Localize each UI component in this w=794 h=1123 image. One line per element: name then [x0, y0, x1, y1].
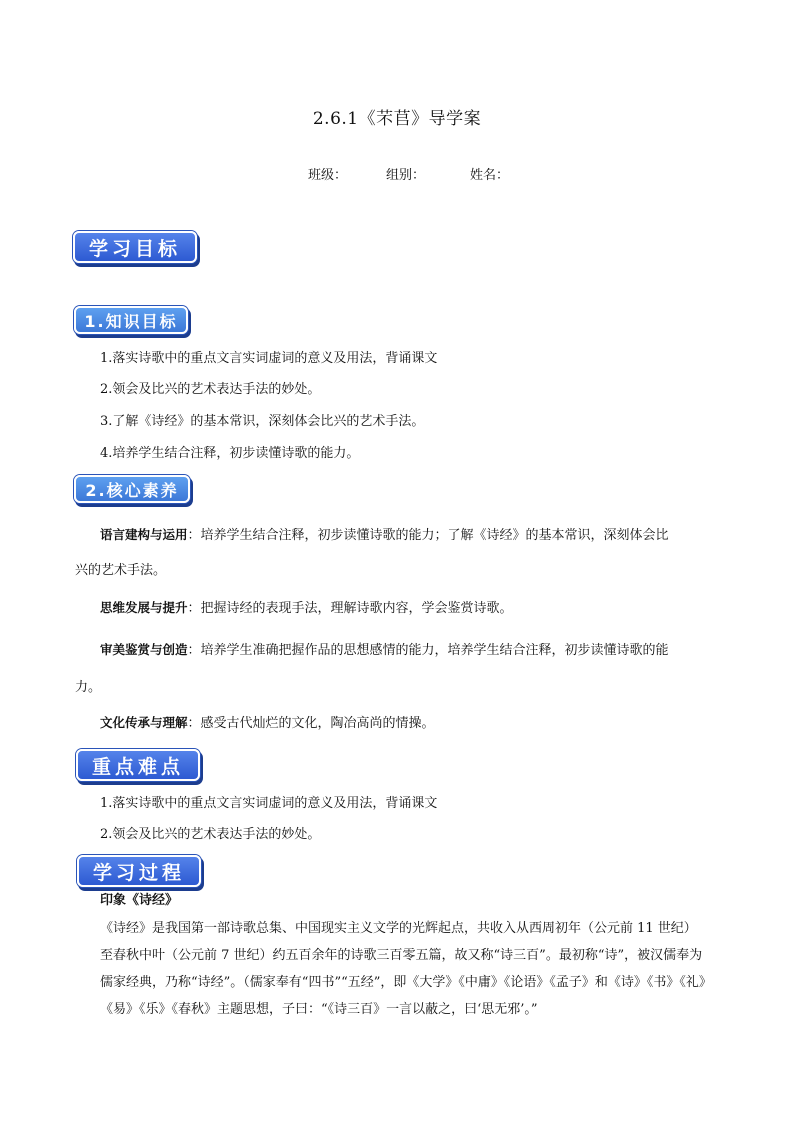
core-item-continuation: 兴的艺术手法。: [75, 563, 167, 578]
section-core-heading: 2.核心素养: [74, 475, 190, 503]
section-process-heading: 学习过程: [77, 855, 201, 887]
section-objectives-heading: 学习目标: [73, 231, 197, 263]
core-item-text: ：培养学生结合注释，初步读懂诗歌的能力；了解《诗经》的基本常识，深刻体会比: [187, 528, 669, 543]
core-item: [100, 712, 435, 731]
class-label: 班级：: [308, 168, 348, 183]
process-paragraph-line: 《易》《乐》《春秋》主题思想，子曰：“《诗三百》一言以蔽之，曰‘思无邪’。”: [100, 1002, 538, 1017]
core-item-continuation: 力。: [75, 680, 102, 695]
core-item-text: ：培养学生准确把握作品的思想感情的能力，培养学生结合注释，初步读懂诗歌的能: [187, 643, 669, 658]
process-paragraph-line: 至春秋中叶（公元前 7 世纪）约五百余年的诗歌三百零五篇，故又称“诗三百”。最初称“诗”，被汉儒奉为: [100, 948, 703, 963]
core-item-label: 文化传承与理解: [100, 715, 188, 730]
keypoint-item: 1.落实诗歌中的重点文言实词虚词的意义及用法，背诵课文: [100, 796, 438, 811]
knowledge-item: 1.落实诗歌中的重点文言实词虚词的意义及用法，背诵课文: [100, 351, 438, 366]
process-subtitle: 印象《诗经》: [100, 893, 179, 908]
keypoint-item: 2.领会及比兴的艺术表达手法的妙处。: [100, 827, 321, 842]
page-title: 2.6.1《芣苢》导学案: [312, 109, 482, 129]
knowledge-item: 2.领会及比兴的艺术表达手法的妙处。: [100, 382, 321, 397]
core-item-text: ：把握诗经的表现手法，理解诗歌内容，学会鉴赏诗歌。: [187, 601, 513, 616]
process-paragraph-line: 儒家经典，乃称“诗经”。（儒家奉有“四书”“五经”，即《大学》《中庸》《论语》《孟子》和《诗》《书》《礼》: [100, 975, 712, 990]
core-item: [100, 597, 513, 616]
core-item: [100, 639, 669, 658]
process-paragraph-line: 《诗经》是我国第一部诗歌总集、中国现实主义文学的光辉起点，共收入从西周初年（公元前 11 世纪）: [100, 921, 697, 936]
core-item-label: 语言建构与运用: [100, 527, 188, 542]
core-item-label: 审美鉴赏与创造: [100, 642, 188, 657]
section-keypoints-heading: 重点难点: [76, 749, 200, 781]
knowledge-item: 4.培养学生结合注释，初步读懂诗歌的能力。: [100, 446, 360, 461]
core-item: [100, 524, 669, 543]
name-label: 姓名：: [470, 168, 510, 183]
core-item-text: ：感受古代灿烂的文化，陶冶高尚的情操。: [187, 716, 435, 731]
section-knowledge-heading: 1.知识目标: [74, 306, 188, 334]
group-label: 组别：: [386, 168, 426, 183]
knowledge-item: 3.了解《诗经》的基本常识，深刻体会比兴的艺术手法。: [100, 414, 425, 429]
core-item-label: 思维发展与提升: [100, 600, 188, 615]
